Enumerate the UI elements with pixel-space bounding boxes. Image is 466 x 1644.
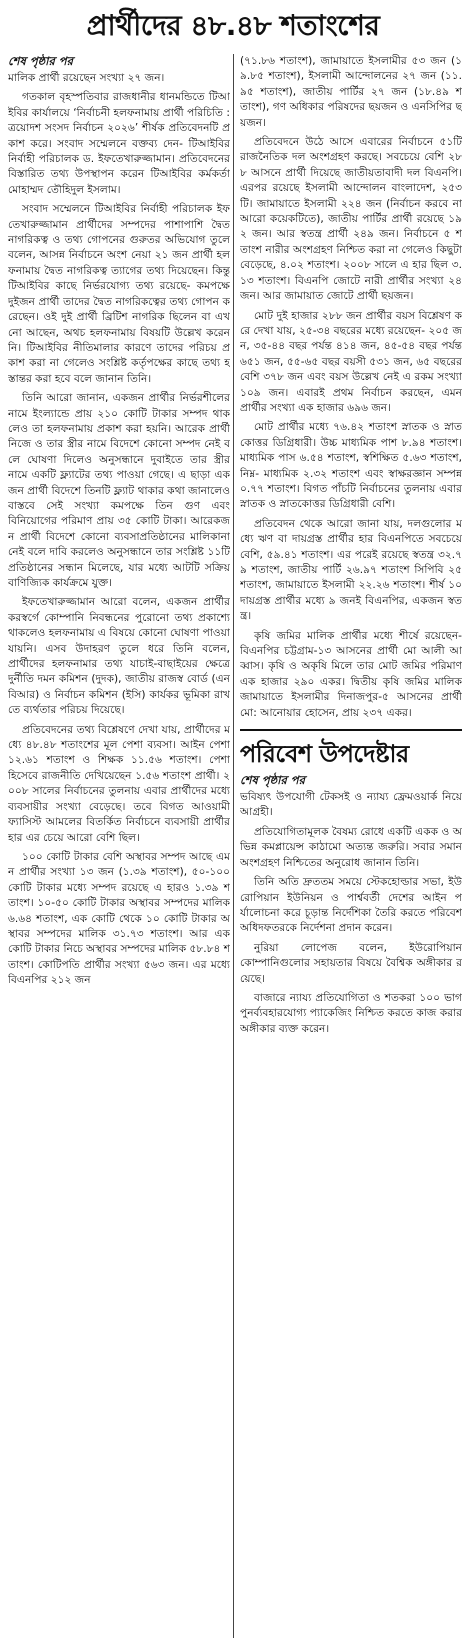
article-paragraph: মালিক প্রার্থী রয়েছেন সংখ্যা ২৭ জন।	[8, 72, 165, 84]
second-story	[240, 737, 462, 1037]
continued-label: শেষ পৃষ্ঠার পর	[8, 54, 73, 68]
article-paragraph: মোট প্রার্থীর মধ্যে ৭৬.৪২ শতাংশ স্নাতক ও স্নাতকোত্তর ডিগ্রিধারী। উচ্চ মাধ্যমিক পাশ ৮.৯৪ শতাংশ। মাধ্যমিক পাস ৬.৫৪ শতাংশ, স্বশিক্ষিত ৫.৬৩ শতাংশ, নিম্ন- মাধ্যমিক ২.৩২ শতাংশ এবং স্বাক্ষরজ্ঞান সম্পন্ন ০.৭৭ শতাংশ। বিগত পাঁচটি নির্বাচনের তুলনায় এবার স্নাতক ও স্নাতকোত্তর ডিগ্রিধারী বেশি।	[240, 421, 462, 511]
story-divider	[240, 729, 462, 731]
article-paragraph: ইফতেখারুজ্জামান আরো বলেন, একজন প্রার্থীর করস্বর্গে কোম্পানি নিবন্ধনের পুরোনো তথ্য প্রকাশ্যে থাকলেও হলফনামায় এ বিষয়ে কোনো ঘোষণা পাওয়া যায়নি। এসব উদাহরণ তুলে ধরে তিনি বলেন, প্রার্থীদের হলফনামার তথ্য যাচাই-বাছাইয়ের ক্ষেত্রে দুর্নীতি দমন কমিশন (দুদক), জাতীয় রাজস্ব বোর্ড (এনবিআর) ও নির্বাচন কমিশন (ইসি) কার্যকর ভূমিকা রাখতে ব্যর্থতার পরিচয় দিয়েছে।	[8, 596, 230, 717]
article-paragraph: (৭১.৮৬ শতাংশ), জামায়াতে ইসলামীর ৫৩ জন (১৯.৮৫ শতাংশ), ইসলামী আন্দোলনের ২৭ জন (১১.৯৫ শতাংশ), জাতীয় পার্টির ২৭ জন (১৮.৪৯ শতাংশ), গণ অধিকার পরিষদের ছয়জন ও এনসিপির ছয়জন।	[240, 55, 462, 129]
article-paragraph: সংবাদ সম্মেলনে টিআইবির নির্বাহী পরিচালক ইফতেখারুজ্জামান প্রার্থীদের সম্পদের পাশাপাশি দ্বৈত নাগরিকত্ব ও তথ্য গোপনের গুরুতর অভিযোগ তুলে বলেন, আসন্ন নির্বাচনে অংশ নেয়া ২১ জন প্রার্থী হলফনামায় দ্বৈত নাগরিকত্ব ত্যাগের তথ্য দিয়েছেন। কিন্তু টিআইবির কাছে নির্ভরযোগ্য তথ্য রয়েছে- কমপক্ষে দুইজন প্রার্থী তাদের দ্বৈত নাগরিকত্বের তথ্য গোপন করেছেন। ওই দুই প্রার্থী ব্রিটিশ নাগরিক ছিলেন বা এখনো আছেন, অথচ হলফনামায় বিষয়টি উল্লেখ করেননি। টিআইবির নীতিমালার কারণে তাদের পরিচয় প্রকাশ করা না গেলেও সংশ্লিষ্ট কর্তৃপক্ষের কাছে তথ্য হস্তান্তর করা হবে বলে জানান তিনি।	[8, 203, 230, 385]
second-story-continued-label: শেষ পৃষ্ঠার পর	[240, 773, 305, 788]
article-paragraph: প্রতিযোগিতামূলক বৈষম্য রোধে একটি একক ও অভিন্ন কমপ্লায়েন্স কাঠামো অত্যন্ত জরুরি। সবার সমান অংশগ্রহণ নিশ্চিতের অনুরোধ জানান তিনি।	[240, 825, 462, 869]
left-column	[8, 54, 230, 1640]
headline: প্রার্থীদের ৪৮.৪৮ শতাংশের	[86, 9, 380, 42]
article-paragraph: বাজারে ন্যায্য প্রতিযোগিতা ও শতকরা ১০০ ভাগ পুনর্ব্যবহারযোগ্য প্যাকেজিং নিশ্চিত করতে কাজ করার অঙ্গীকার ব্যক্ত করেন।	[240, 991, 462, 1035]
article-paragraph: প্রতিবেদনের তথ্য বিশ্লেষণে দেখা যায়, প্রার্থীদের মধ্যে ৪৮.৪৮ শতাংশের মূল পেশা ব্যবসা। আইন পেশা ১২.৬১ শতাংশ ও শিক্ষক ১১.৫৬ শতাংশ। পেশা হিসেবে রাজনীতি দেখিয়েছেন ১.৫৬ শতাংশ প্রার্থী। ২০০৮ সালের নির্বাচনের তুলনায় এবার প্রার্থীদের মধ্যে ব্যবসায়ীর সংখ্যা বেড়েছে। তবে বিগত আওয়ামী ফ্যাসিস্ট আমলের বিতর্কিত নির্বাচনে ব্যবসায়ী প্রার্থীর হার এর চেয়ে আরো বেশি ছিল।	[8, 723, 230, 844]
article-paragraph: ১০০ কোটি টাকার বেশি অস্থাবর সম্পদ আছে এমন প্রার্থীর সংখ্যা ১৩ জন (১.৩৯ শতাংশ), ৫০-১০০ কোটি টাকার মধ্যে সম্পদ রয়েছে এ হারও ১.৩৯ শতাংশ। ১০-৫০ কোটি টাকার অস্থাবর সম্পদের মালিক ৬.৬৪ শতাংশ, এক কোটি থেকে ১০ কোটি টাকার অস্থাবর সম্পদের মালিক ৩১.৭৩ শতাংশ। আর এক কোটি টাকার নিচে অস্থাবর সম্পদের মালিক ৫৮.৮৪ শতাংশ। কোটিপতি প্রার্থীর সংখ্যা ৫৬৩ জন। এর মধ্যে বিএনপির ২১২ জন	[8, 850, 230, 987]
article-paragraph: কৃষি জমির মালিক প্রার্থীর মধ্যে শীর্ষে রয়েছেন- বিএনপির চট্টগ্রাম-১৩ আসনের প্রার্থী মো আলী আব্বাস। কৃষি ও অকৃষি মিলে তার মোট জমির পরিমাণ এক হাজার ২৯০ একর। দ্বিতীয় কৃষি জমির মালিক জামায়াতে ইসলামীর দিনাজপুর-৫ আসনের প্রার্থী মো: আনোয়ার হোসেন, প্রায় ২৩৭ একর।	[240, 629, 462, 719]
second-story-headline: পরিবেশ উপদেষ্টার	[240, 740, 409, 769]
article-paragraph: ভবিষ্যৎ উপযোগী টেকসই ও ন্যায্য ফ্রেমওয়ার্ক নিয়ে আগ্রহী।	[240, 791, 462, 819]
article-paragraph: নুরিয়া লোপেজ বলেন, ইউরোপিয়ান কোম্পানিগুলোর সহায়তার বিষয়ে বৈশ্বিক অঙ্গীকার রয়েছে।	[240, 941, 462, 985]
article-paragraph: গতকাল বৃহস্পতিবার রাজধানীর ধানমন্ডিতে টিআইবির কার্যালয়ে ‘নির্বাচনী হলফনামায় প্রার্থী পরিচিতি : ত্রয়োদশ সংসদ নির্বাচন ২০২৬’ শীর্ষক প্রতিবেদনটি প্রকাশ করে। সংবাদ সম্মেলনে বক্তব্য দেন- টিআইবির নির্বাহী পরিচালক ড. ইফতেখারুজ্জামান। প্রতিবেদনের বিস্তারিত তথ্য উপস্থাপন করেন টিআইবির কর্মকর্তা মোহাম্মদ তৌহিদুল ইসলাম।	[8, 91, 230, 196]
article-paragraph: প্রতিবেদন থেকে আরো জানা যায়, দলগুলোর মধ্যে ঋণ বা দায়গ্রস্ত প্রার্থীর হার বিএনপিতে সবচেয়ে বেশি, ৫৯.৪১ শতাংশ। এর পরেই রয়েছে স্বতন্ত্র ৩২.৭৯ শতাংশ, জাতীয় পার্টি ২৬.৯৭ শতাংশ সিপিবি ২৫ শতাংশ, জামায়াতে ইসলামী ২২.২৬ শতাংশ। শীর্ষ ১০ দায়গ্রস্ত প্রার্থীর মধ্যে ৯ জনই বিএনপির, একজন স্বতন্ত্র।	[240, 517, 462, 623]
article-paragraph: তিনি অতি দ্রুততম সময়ে স্টেকহোল্ডার সভা, ইউরোপিয়ান ইউনিয়ন ও পার্শ্ববর্তী দেশের আইন পর্যালোচনা করে চূড়ান্ত নির্দেশিকা তৈরি করতে পরিবেশ অধিদফতরকে নির্দেশনা প্রদান করেন।	[240, 876, 462, 935]
right-column	[240, 54, 462, 1640]
article-paragraph: প্রতিবেদনে উঠে আসে এবারের নির্বাচনে ৫১টি রাজনৈতিক দল অংশগ্রহণ করছে। সবচেয়ে বেশি ২৮৮ আসনে প্রার্থী দিয়েছে জাতীয়তাবাদী দল বিএনপি। এরপর রয়েছে ইসলামী আন্দোলন বাংলাদেশ, ২৫৩টি। জামায়াতে ইসলামী ২২৪ জন (নির্বাচন করবে না আরো কয়েকটিতে), জাতীয় পার্টির প্রার্থী রয়েছে ১৯২ জন। আর স্বতন্ত্র প্রার্থী ২৪৯ জন। নির্বাচনে ৫ শতাংশ নারীর অংশগ্রহণ নিশ্চিত করা না গেলেও কিছুটা বেড়েছে, ৪.০২ শতাংশ। ২০০৮ সালে এ হার ছিল ৩.১৩ শতাংশ। বিএনপি জোটে নারী প্রার্থীর সংখ্যা ২৪ জন। আর জামায়াত জোটে প্রার্থী ছয়জন।	[240, 136, 462, 303]
column-divider	[233, 54, 234, 1638]
article-paragraph: মোট দুই হাজার ২৮৮ জন প্রার্থীর বয়স বিশ্লেষণ করে দেখা যায়, ২৫-৩৪ বছরের মধ্যে রয়েছেন- ২০৫ জন, ৩৫-৪৪ বছর পর্যন্ত ৪১৪ জন, ৪৫-৫৪ বছর পর্যন্ত ৬৫১ জন, ৫৫-৬৫ বছর বয়সী ৫৩১ জন, ৬৫ বছরের বেশি ৩৭৮ জন এবং বয়স উল্লেখ নেই এ রকম সংখ্যা ১০৯ জন। এবারই প্রথম নির্বাচন করছেন, এমন প্রার্থীর সংখ্যা এক হাজার ৬৯৬ জন।	[240, 309, 462, 414]
article-paragraph: তিনি আরো জানান, একজন প্রার্থীর নির্ভরশীলের নামে ইংল্যান্ডে প্রায় ২১০ কোটি টাকার সম্পদ থাকলেও তা হলফনামায় প্রকাশ করা হয়নি। আরেক প্রার্থী নিজে ও তার স্ত্রীর নামে বিদেশে কোনো সম্পদ নেই বলে ঘোষণা দিলেও অনুসন্ধানে দুবাইতে তার স্ত্রীর নামে একটি ফ্ল্যাটের তথ্য পাওয়া গেছে। এ ছাড়া একজন প্রার্থী বিদেশে তিনটি ফ্ল্যাট থাকার কথা জানালেও বাস্তবে সেই সংখ্যা কমপক্ষে তিন গুণ এবং বিনিয়োগের পরিমাণ প্রায় ৩৫ কোটি টাকা। আরেকজন প্রার্থী বিদেশে কোনো ব্যবসাপ্রতিষ্ঠানের মালিকানা নেই বলে দাবি করলেও অনুসন্ধানে তার সংশ্লিষ্ট ১১টি প্রতিষ্ঠানের সন্ধান মিলেছে, যার মধ্যে আটটি সক্রিয় বাণিজ্যিক কার্যক্রমে যুক্ত।	[8, 392, 230, 589]
